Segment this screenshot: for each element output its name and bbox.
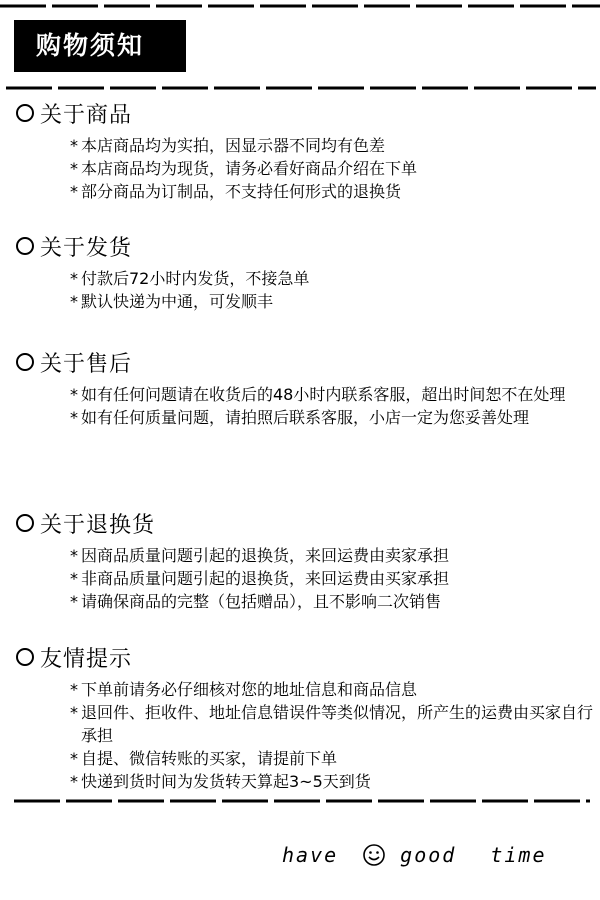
footer-word-have: have	[282, 843, 339, 867]
list-item: * 请确保商品的完整（包括赠品），且不影响二次销售	[70, 592, 442, 611]
bottom-divider	[14, 797, 590, 805]
bullet-mark: *	[70, 408, 78, 427]
section-heading	[16, 231, 596, 261]
section-tips	[16, 642, 596, 793]
bullet-mark: *	[70, 703, 78, 722]
circle-icon	[16, 514, 34, 532]
title-divider	[6, 84, 596, 92]
bullet-mark: *	[70, 680, 78, 699]
list-item: * 默认快递为中通，可发顺丰	[70, 292, 274, 311]
top-divider	[0, 2, 600, 10]
bullet-mark: *	[70, 159, 78, 178]
item-list	[16, 678, 596, 793]
smiley-face-icon	[362, 843, 386, 867]
section-heading	[16, 347, 596, 377]
bullet-mark: *	[70, 569, 78, 588]
list-item: * 下单前请务必仔细核对您的地址信息和商品信息	[70, 680, 418, 699]
bullet-mark: *	[70, 749, 78, 768]
section-title: 关于退换货	[40, 512, 156, 538]
bullet-mark: *	[70, 269, 78, 288]
list-item: * 自提、微信转账的买家，请提前下单	[70, 749, 338, 768]
bullet-mark: *	[70, 592, 78, 611]
item-list	[16, 383, 596, 429]
circle-icon	[16, 353, 34, 371]
list-item: * 非商品质量问题引起的退换货，来回运费由买家承担	[70, 569, 450, 588]
item-list	[16, 267, 596, 313]
circle-icon	[16, 104, 34, 122]
section-title: 关于发货	[40, 235, 133, 261]
list-item: * 快递到货时间为发货转天算起3~5天到货	[70, 772, 371, 791]
bullet-mark: *	[70, 772, 78, 791]
list-item: * 如有任何问题请在收货后的48小时内联系客服，超出时间恕不在处理	[70, 385, 566, 404]
section-returns	[16, 508, 596, 613]
list-item: * 因商品质量问题引起的退换货，来回运费由卖家承担	[70, 546, 450, 565]
page-title: 购物须知	[14, 20, 186, 72]
bullet-mark: *	[70, 182, 78, 201]
bullet-mark: *	[70, 546, 78, 565]
list-item: * 退回件、拒收件、地址信息错误件等类似情况，所产生的运费由买家自行承担	[70, 703, 594, 745]
bullet-mark: *	[70, 385, 78, 404]
footer-word-good: good	[400, 843, 457, 867]
section-shipping	[16, 231, 596, 313]
item-list	[16, 134, 596, 203]
circle-icon	[16, 237, 34, 255]
section-title: 关于商品	[40, 102, 133, 128]
section-heading	[16, 508, 596, 538]
section-title: 关于售后	[40, 351, 133, 377]
footer-word-time: time	[490, 843, 547, 867]
circle-icon	[16, 648, 34, 666]
section-title: 友情提示	[40, 646, 133, 672]
section-products	[16, 98, 596, 203]
list-item: * 本店商品均为现货，请务必看好商品介绍在下单	[70, 159, 418, 178]
list-item: * 本店商品均为实拍，因显示器不同均有色差	[70, 136, 386, 155]
section-heading	[16, 98, 596, 128]
footer-slogan	[282, 838, 582, 872]
section-after-sales	[16, 347, 596, 429]
section-heading	[16, 642, 596, 672]
item-list	[16, 544, 596, 613]
bullet-mark: *	[70, 136, 78, 155]
list-item: * 部分商品为订制品，不支持任何形式的退换货	[70, 182, 402, 201]
bullet-mark: *	[70, 292, 78, 311]
list-item: * 付款后72小时内发货，不接急单	[70, 269, 310, 288]
list-item: * 如有任何质量问题，请拍照后联系客服，小店一定为您妥善处理	[70, 408, 530, 427]
